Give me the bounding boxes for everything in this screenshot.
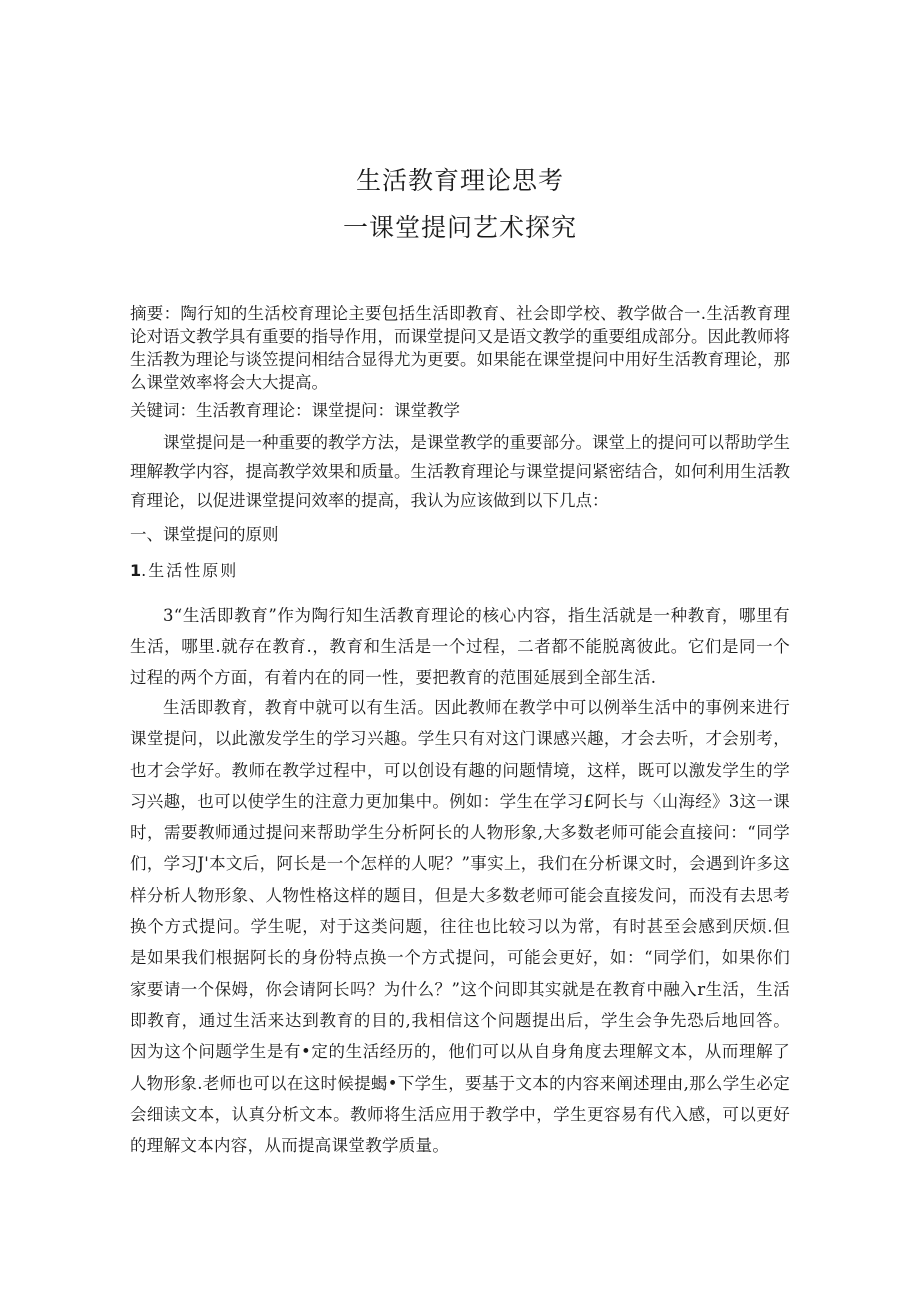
section-heading: 一、课堂提问的原则 [130, 525, 279, 544]
document-subtitle: 一课堂提问艺术探究 [342, 213, 577, 242]
intro-paragraph: 课堂提问是一种重要的教学方法，是课堂教学的重要部分。课堂上的提问可以帮助学生理解教学内容，提高教学效果和质量。生活教育理论与课堂提问紧密结合，如何利用生活教育理论，以促进课堂提问效率的提高，我认为应该做到以下几点： [130, 433, 790, 510]
body-paragraph-1: 3“生活即教育”作为陶行知生活教育理论的核心内容，指生活就是一种教育，哪里有生活，哪里.就存在教育.，教育和生活是一个过程，二者都不能脱离彼此。它们是同一个过程的两个方面，有着内在的同一性，要把教育的范围延展到全部生活. [130, 606, 790, 687]
subsection-heading [130, 557, 790, 585]
document-title: 生活教育理论思考 [355, 166, 564, 195]
body-paragraph-2: 生活即教育，教育中就可以有生活。因此教师在教学中可以例举生活中的事例来进行课堂提问，以此激发学生的学习兴趣。学生只有对这门课感兴趣，才会去听，才会别考，也才会学好。教师在教学过程中，可以创设有趣的问题情境，这样，既可以激发学生的学习兴趣，也可以使学生的注意力更加集中。例如：学生在学习£阿长与〈山海经》3这一课时，需要教师通过提问来帮助学生分析阿长的人物形象,大多数老师可能会直接问：“同学们，学习J'本文后，阿长是一个怎样的人呢？”事实上，我们在分析课文时，会遇到许多这样分析人物形象、人物性格这样的题目，但是大多数老师可能会直接发问，而没有去思考换个方式提问。学生呢，对于这类问题，往往也比较习以为常，有时甚至会感到厌烦.但是如果我们根据阿长的身份特点换一个方式提问，可能会更好，如：“同学们，如果你们家要请一个保姆，你会请阿长吗？为什么？”这个问即其实就是在教育中融入r生活，生活即教育，通过生活来达到教育的目的,我相信这个问题提出后，学生会争先恐后地回答。因为这个问题学生是有•定的生活经历的，他们可以从自身角度去理解文本，从而理解了人物形象.老师也可以在这时候提蝎•下学生，要基于文本的内容来阐述理由,那么学生必定会细读文本，认真分析文本。教师将生活应用于教学中，学生更容易有代入感，可以更好的理解文本内容，从而提高课堂教学质量。 [130, 698, 790, 1156]
abstract-paragraph: 摘要：陶行知的生活校育理论主要包括生活即教育、社会即学校、教学做合一.生活教育理论对语文教学具有重要的指导作用，而课堂提问又是语文教学的重要组成部分。因此教师将生活教为理论与谈笠提问相结合显得尤为更要。如果能在课堂提问中用好生活教育理论，那么课堂效率将会大大提高。 [130, 304, 790, 392]
subsection-number: 1 [130, 561, 142, 580]
keywords-line: 关键词：生活教育理论：课堂提问：课堂教学 [130, 401, 460, 420]
subsection-title: .生活性原则 [141, 561, 239, 580]
